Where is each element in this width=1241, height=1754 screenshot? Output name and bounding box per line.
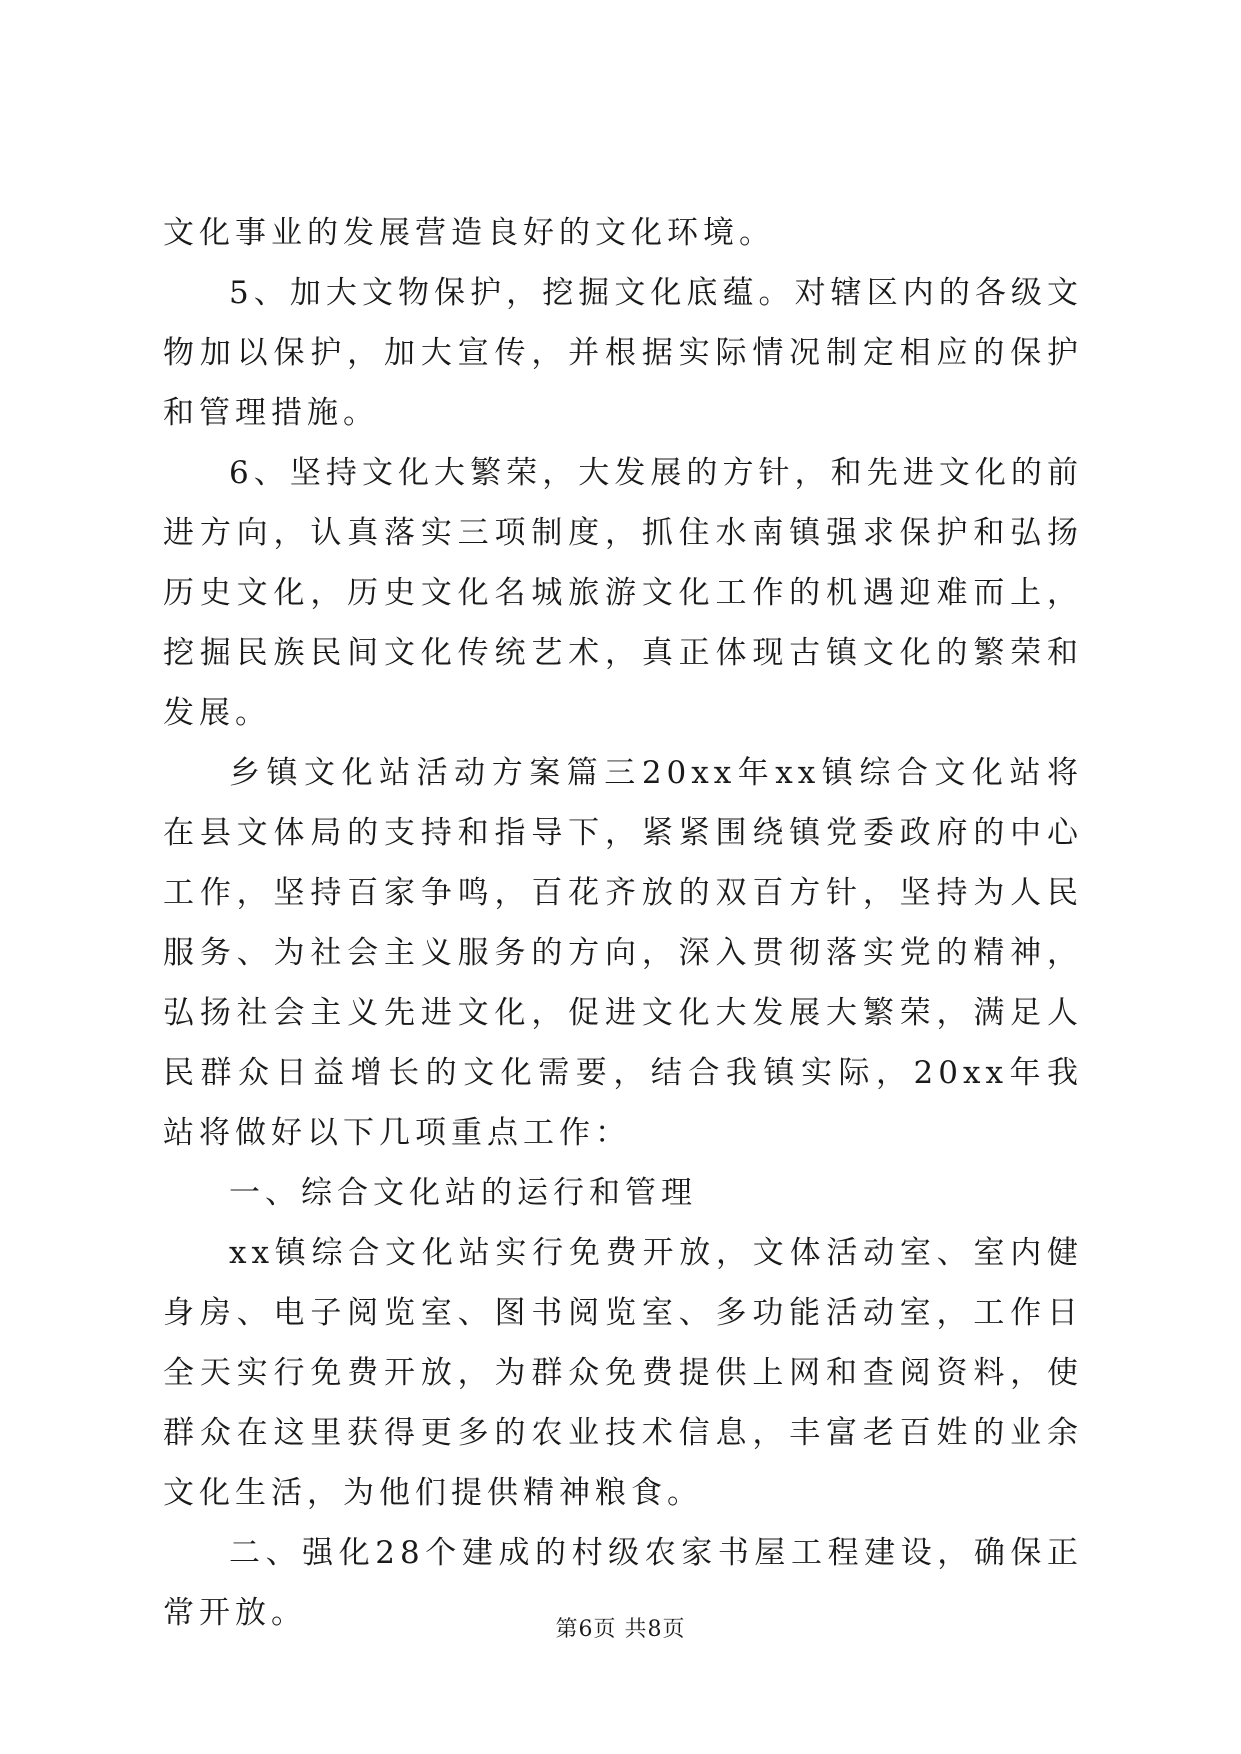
paragraph-continuation: 文化事业的发展营造良好的文化环境。 [163,215,775,251]
section-heading-1: 一、综合文化站的运行和管理 [229,1175,697,1211]
paragraph-plan-intro: 乡镇文化站活动方案篇三20xx年xx镇综合文化站将在县文体局的支持和指导下，紧紧围绕镇党委政府的中心工作，坚持百家争鸣，百花齐放的双百方针，坚持为人民服务、为社会主义服务的方向，深入贯彻落实党的精神，弘扬社会主义先进文化，促进文化大发展大繁荣，满足人民群众日益增长的文化需要，结合我镇实际，20xx年我站将做好以下几项重点工作： [163,755,1083,1151]
document-body [163,203,1083,1643]
paragraph-free-opening: xx镇综合文化站实行免费开放，文体活动室、室内健身房、电子阅览室、图书阅览室、多功能活动室，工作日全天实行免费开放，为群众免费提供上网和查阅资料，使群众在这里获得更多的农业技术信息，丰富老百姓的业余文化生活，为他们提供精神粮食。 [163,1235,1083,1511]
section-heading-2: 二、强化28个建成的村级农家书屋工程建设，确保正常开放。 [163,1535,1083,1631]
paragraph-item-6: 6、坚持文化大繁荣，大发展的方针，和先进文化的前进方向，认真落实三项制度，抓住水南镇强求保护和弘扬历史文化，历史文化名城旅游文化工作的机遇迎难而上，挖掘民族民间文化传统艺术，真正体现古镇文化的繁荣和发展。 [163,455,1083,731]
paragraph-item-5: 5、加大文物保护，挖掘文化底蕴。对辖区内的各级文物加以保护，加大宣传，并根据实际情况制定相应的保护和管理措施。 [163,275,1083,431]
page-number-footer: 第6页 共8页 [555,1617,686,1642]
